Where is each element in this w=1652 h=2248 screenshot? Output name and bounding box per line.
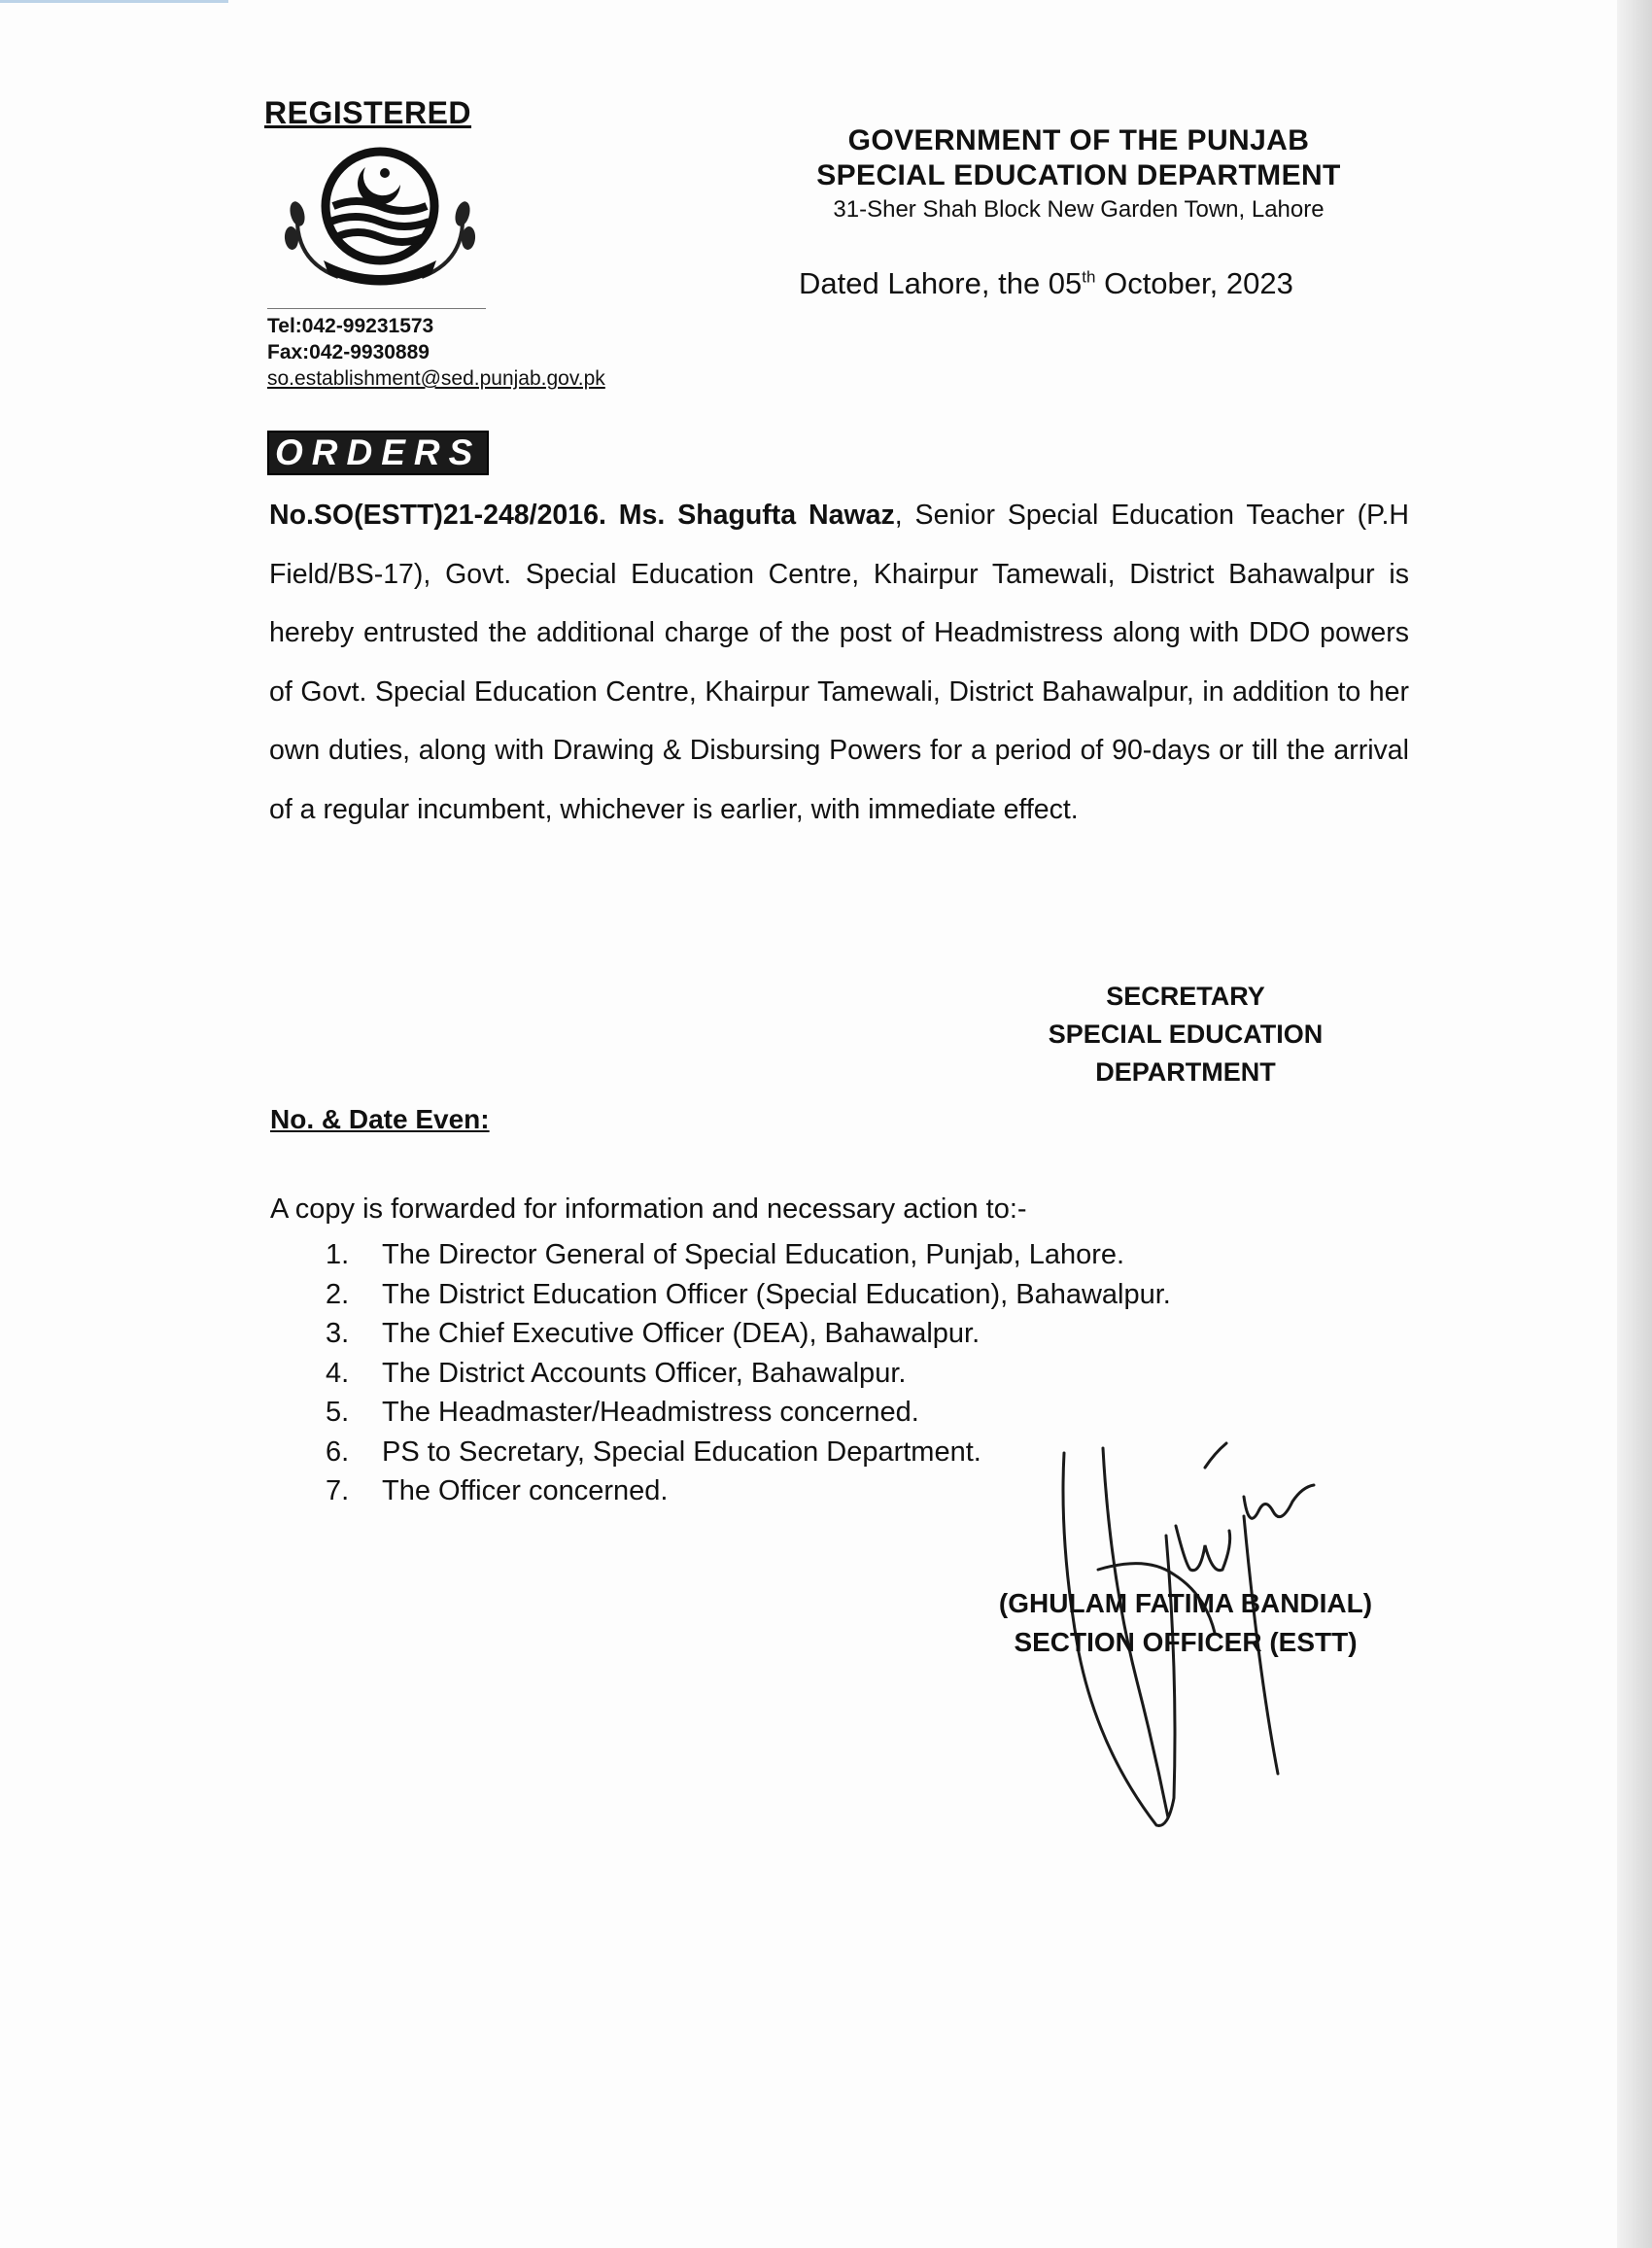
list-text: The Chief Executive Officer (DEA), Bahawalpur. <box>382 1318 981 1349</box>
list-number: 1. <box>326 1239 350 1270</box>
list-number: 6. <box>326 1435 350 1468</box>
orders-heading: ORDERS <box>267 431 489 475</box>
government-title: GOVERNMENT OF THE PUNJAB <box>847 124 1310 156</box>
signatory-name: (GHULAM FATIMA BANDIAL) <box>998 1588 1373 1618</box>
order-number: No.SO(ESTT)21-248/2016. <box>269 500 606 531</box>
date-suffix: October, 2023 <box>1095 266 1293 300</box>
list-text: The Director General of Special Education, Punjab, Lahore. <box>382 1239 1125 1270</box>
officer-name: Ms. Shagufta Nawaz <box>618 500 895 531</box>
order-body: , Senior Special Education Teacher (P.H Field/BS-17), Govt. Special Education Centre, Khairpur Tamewali, District Bahawalpur is hereby entrusted the additional charge of the post of Headmistress along with DDO powers of Govt. Special Education Centre, Khairpur Tamewali, District Bahawalpur, in addition to her own duties, along with Drawing & Disbursing Powers for a period of 90-days or till the arrival of a regular incumbent, whichever is earlier, with immediate effect. <box>269 500 1409 825</box>
list-item <box>326 1433 1171 1472</box>
secretary-line-2: SPECIAL EDUCATION <box>1048 1020 1324 1049</box>
letterhead <box>787 124 1370 224</box>
page-edge-shadow <box>1617 0 1652 2248</box>
tel-number: Tel:042-99231573 <box>267 315 434 337</box>
list-number: 4. <box>326 1357 350 1389</box>
date-prefix: Dated Lahore, the 05 <box>799 266 1083 300</box>
copy-intro: A copy is forwarded for information and necessary action to:- <box>270 1193 1027 1225</box>
secretary-line-3: DEPARTMENT <box>1095 1057 1276 1087</box>
registered-label: REGISTERED <box>264 95 472 130</box>
department-address: 31-Sher Shah Block New Garden Town, Lahore <box>833 196 1325 223</box>
department-title: SPECIAL EDUCATION DEPARTMENT <box>816 159 1341 191</box>
list-item <box>326 1235 1171 1275</box>
list-item <box>326 1393 1171 1433</box>
list-item <box>326 1314 1171 1354</box>
secretary-line-1: SECRETARY <box>1106 982 1265 1011</box>
list-number: 3. <box>326 1318 350 1349</box>
list-item <box>326 1275 1171 1315</box>
list-number: 2. <box>326 1278 350 1310</box>
top-edge-mark <box>0 0 228 3</box>
list-text: The Headmaster/Headmistress concerned. <box>382 1397 919 1428</box>
list-number: 5. <box>326 1397 350 1428</box>
copy-list <box>326 1235 1171 1511</box>
contact-block <box>267 313 605 392</box>
secretary-block <box>1001 978 1370 1091</box>
list-text: PS to Secretary, Special Education Department. <box>382 1435 981 1468</box>
contact-divider <box>267 308 486 309</box>
list-text: The District Education Officer (Special Education), Bahawalpur. <box>382 1278 1171 1310</box>
order-paragraph <box>269 486 1409 839</box>
no-date-even: No. & Date Even: <box>270 1104 490 1134</box>
email-link[interactable]: so.establishment@sed.punjab.gov.pk <box>267 367 605 390</box>
list-item <box>326 1354 1171 1394</box>
fax-number: Fax:042-9930889 <box>267 341 430 363</box>
list-number: 7. <box>326 1475 350 1506</box>
date-line <box>799 266 1293 301</box>
signatory-title: SECTION OFFICER (ESTT) <box>1014 1627 1358 1657</box>
list-text: The Officer concerned. <box>382 1475 669 1506</box>
list-item <box>326 1471 1171 1511</box>
punjab-government-emblem-icon <box>280 146 480 292</box>
signatory-block <box>981 1584 1390 1662</box>
date-ordinal: th <box>1082 267 1096 287</box>
list-text: The District Accounts Officer, Bahawalpur. <box>382 1357 907 1389</box>
